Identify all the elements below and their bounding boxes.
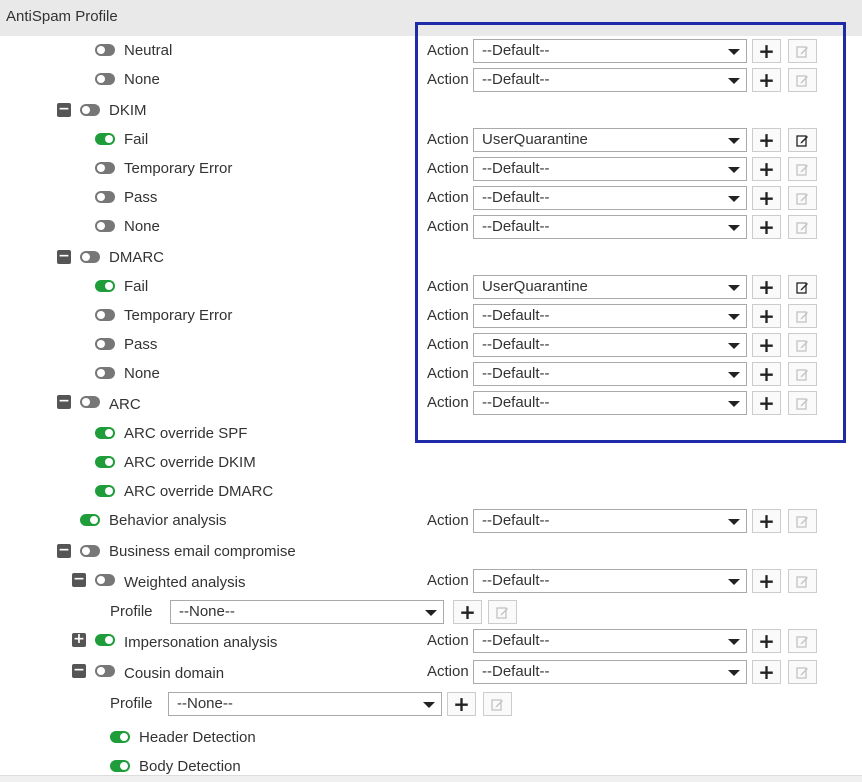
plus-icon: + [758, 391, 775, 415]
chevron-down-icon [728, 314, 740, 320]
action-label: Action [427, 71, 469, 88]
chevron-down-icon [728, 78, 740, 84]
profile-label: Profile [110, 695, 153, 712]
select-value: UserQuarantine [482, 131, 588, 148]
add-button[interactable] [752, 391, 781, 415]
row-cousin-profile [0, 694, 862, 718]
chevron-down-icon [425, 610, 437, 616]
select-value: --Default-- [482, 394, 550, 411]
row-cousin [0, 662, 862, 686]
plus-icon: + [758, 157, 775, 181]
select-value: --None-- [177, 695, 233, 712]
temporary-error-toggle[interactable] [95, 309, 115, 321]
dkim-toggle[interactable] [80, 104, 100, 116]
none-label: None [124, 365, 160, 382]
add-button[interactable] [752, 39, 781, 63]
temporary-error-label: Temporary Error [124, 307, 233, 324]
action-label: Action [427, 394, 469, 411]
action-label: Action [427, 512, 469, 529]
add-button[interactable] [752, 186, 781, 210]
action-label: Action [427, 42, 469, 59]
fail-label: Fail [124, 131, 149, 148]
action-label: Action [427, 572, 469, 589]
edit-button[interactable] [788, 68, 817, 92]
action-label: Action [427, 218, 469, 235]
temporary-error-label: Temporary Error [124, 160, 233, 177]
bec-toggle[interactable] [80, 545, 100, 557]
plus-icon: + [758, 509, 775, 533]
select-value: --Default-- [482, 189, 550, 206]
row-dkim-none [0, 217, 862, 241]
behavior-analysis-toggle[interactable] [80, 514, 100, 526]
edit-button[interactable] [788, 157, 817, 181]
chevron-down-icon [423, 702, 435, 708]
select-value: UserQuarantine [482, 278, 588, 295]
edit-button[interactable] [788, 215, 817, 239]
header-detection-label: Header Detection [139, 729, 256, 746]
action-label: Action [427, 307, 469, 324]
row-dkim [0, 101, 862, 125]
fail-label: Fail [124, 278, 149, 295]
edit-button[interactable] [788, 275, 817, 299]
plus-icon: + [758, 629, 775, 653]
fail-toggle[interactable] [95, 133, 115, 145]
neutral-toggle[interactable] [95, 44, 115, 56]
header-detection-toggle[interactable] [110, 731, 130, 743]
behavior-action-select[interactable] [473, 509, 747, 533]
row-arc-spf [0, 424, 862, 448]
row-bec [0, 542, 862, 566]
add-button[interactable] [453, 600, 482, 624]
add-button[interactable] [752, 569, 781, 593]
collapse-icon[interactable]: − [58, 393, 70, 409]
chevron-down-icon [728, 167, 740, 173]
plus-icon: + [758, 275, 775, 299]
dkim-label: DKIM [109, 102, 147, 119]
edit-icon [796, 635, 809, 648]
arc-override-dkim-label: ARC override DKIM [124, 454, 256, 471]
edit-button[interactable] [788, 304, 817, 328]
add-button[interactable] [752, 275, 781, 299]
expand-icon[interactable]: + [73, 631, 85, 647]
pass-action-select[interactable] [473, 333, 747, 357]
none-toggle[interactable] [95, 73, 115, 85]
plus-icon: + [758, 128, 775, 152]
profile-label: Profile [110, 603, 153, 620]
edit-button[interactable] [788, 333, 817, 357]
none-label: None [124, 71, 160, 88]
add-button[interactable] [752, 333, 781, 357]
row-dmarc [0, 248, 862, 272]
plus-icon: + [758, 569, 775, 593]
row-weighted [0, 571, 862, 595]
panel-title: AntiSpam Profile [6, 8, 118, 25]
edit-icon [796, 281, 809, 294]
edit-icon [796, 134, 809, 147]
action-label: Action [427, 365, 469, 382]
pass-toggle[interactable] [95, 338, 115, 350]
cousin-profile-select[interactable] [168, 692, 442, 716]
chevron-down-icon [728, 639, 740, 645]
weighted-analysis-toggle[interactable] [95, 574, 115, 586]
arc-toggle[interactable] [80, 396, 100, 408]
bec-label: Business email compromise [109, 543, 296, 560]
edit-icon [796, 368, 809, 381]
none-toggle[interactable] [95, 367, 115, 379]
collapse-icon[interactable]: − [58, 542, 70, 558]
pass-label: Pass [124, 336, 158, 353]
arc-override-spf-label: ARC override SPF [124, 425, 248, 442]
chevron-down-icon [728, 285, 740, 291]
arc-override-dkim-toggle[interactable] [95, 456, 115, 468]
fail-action-select[interactable] [473, 128, 747, 152]
collapse-icon[interactable]: − [58, 101, 70, 117]
action-label: Action [427, 278, 469, 295]
arc-action-select[interactable] [473, 391, 747, 415]
arc-override-dmarc-label: ARC override DMARC [124, 483, 274, 500]
temporary-error-toggle[interactable] [95, 162, 115, 174]
row-dmarc-fail [0, 277, 862, 301]
row-spf-none [0, 70, 862, 94]
chevron-down-icon [728, 343, 740, 349]
edit-button[interactable] [788, 39, 817, 63]
impersonation-analysis-label: Impersonation analysis [124, 634, 278, 651]
temporary-error-action-select[interactable] [473, 304, 747, 328]
none-toggle[interactable] [95, 220, 115, 232]
edit-button[interactable] [788, 128, 817, 152]
chevron-down-icon [728, 49, 740, 55]
row-dmarc-none [0, 364, 862, 388]
add-button[interactable] [752, 68, 781, 92]
plus-icon: + [758, 304, 775, 328]
chevron-down-icon [728, 670, 740, 676]
pass-label: Pass [124, 189, 158, 206]
row-dmarc-temp [0, 306, 862, 330]
plus-icon: + [758, 215, 775, 239]
add-button[interactable] [752, 362, 781, 386]
neutral-label: Neutral [124, 42, 173, 59]
row-dmarc-pass [0, 335, 862, 359]
plus-icon: + [758, 186, 775, 210]
chevron-down-icon [728, 401, 740, 407]
edit-icon [796, 666, 809, 679]
action-label: Action [427, 336, 469, 353]
plus-icon: + [758, 660, 775, 684]
arc-override-dmarc-toggle[interactable] [95, 485, 115, 497]
row-dkim-pass [0, 188, 862, 212]
select-value: --Default-- [482, 218, 550, 235]
weighted-action-select[interactable] [473, 569, 747, 593]
plus-icon: + [459, 600, 476, 624]
plus-icon: + [758, 333, 775, 357]
collapse-icon[interactable]: − [73, 662, 85, 678]
edit-icon [796, 163, 809, 176]
add-button[interactable] [752, 509, 781, 533]
edit-icon [796, 397, 809, 410]
edit-icon [496, 606, 509, 619]
chevron-down-icon [728, 519, 740, 525]
edit-button[interactable] [788, 186, 817, 210]
fail-toggle[interactable] [95, 280, 115, 292]
chevron-down-icon [728, 225, 740, 231]
edit-button[interactable] [483, 692, 512, 716]
none-action-select[interactable] [473, 215, 747, 239]
neutral-action-select[interactable] [473, 39, 747, 63]
pass-action-select[interactable] [473, 186, 747, 210]
action-label: Action [427, 131, 469, 148]
select-value: --Default-- [482, 365, 550, 382]
edit-button[interactable] [788, 362, 817, 386]
select-value: --Default-- [482, 71, 550, 88]
add-button[interactable] [752, 215, 781, 239]
dmarc-label: DMARC [109, 249, 164, 266]
select-value: --Default-- [482, 663, 550, 680]
row-header-detection [0, 728, 862, 752]
add-button[interactable] [752, 157, 781, 181]
add-button[interactable] [752, 304, 781, 328]
plus-icon: + [453, 692, 470, 716]
arc-label: ARC [109, 396, 141, 413]
none-action-select[interactable] [473, 362, 747, 386]
edit-icon [491, 698, 504, 711]
body-detection-label: Body Detection [139, 758, 241, 775]
row-spf-neutral [0, 41, 862, 65]
row-dkim-temp [0, 159, 862, 183]
edit-button[interactable] [788, 569, 817, 593]
edit-icon [796, 310, 809, 323]
none-action-select[interactable] [473, 68, 747, 92]
pass-toggle[interactable] [95, 191, 115, 203]
collapse-icon[interactable]: − [73, 571, 85, 587]
add-button[interactable] [447, 692, 476, 716]
row-arc-dmarc [0, 482, 862, 506]
plus-icon: + [758, 68, 775, 92]
impersonation-analysis-toggle[interactable] [95, 634, 115, 646]
select-value: --Default-- [482, 42, 550, 59]
weighted-analysis-label: Weighted analysis [124, 574, 246, 591]
select-value: --Default-- [482, 160, 550, 177]
plus-icon: + [758, 362, 775, 386]
edit-button[interactable] [788, 509, 817, 533]
cousin-action-select[interactable] [473, 660, 747, 684]
row-arc [0, 393, 862, 417]
add-button[interactable] [752, 629, 781, 653]
edit-icon [796, 221, 809, 234]
fail-action-select[interactable] [473, 275, 747, 299]
action-label: Action [427, 160, 469, 177]
add-button[interactable] [752, 128, 781, 152]
row-impersonation [0, 631, 862, 655]
cousin-domain-label: Cousin domain [124, 665, 225, 682]
cousin-domain-toggle[interactable] [95, 665, 115, 677]
chevron-down-icon [728, 196, 740, 202]
select-value: --Default-- [482, 307, 550, 324]
row-behavior [0, 511, 862, 535]
edit-icon [796, 45, 809, 58]
row-weighted-profile [0, 602, 862, 626]
select-value: --Default-- [482, 632, 550, 649]
edit-icon [796, 192, 809, 205]
arc-override-spf-toggle[interactable] [95, 427, 115, 439]
edit-button[interactable] [788, 391, 817, 415]
edit-button[interactable] [788, 660, 817, 684]
edit-icon [796, 74, 809, 87]
dmarc-toggle[interactable] [80, 251, 100, 263]
behavior-analysis-label: Behavior analysis [109, 512, 227, 529]
row-dkim-fail [0, 130, 862, 154]
action-label: Action [427, 189, 469, 206]
edit-button[interactable] [788, 629, 817, 653]
edit-icon [796, 515, 809, 528]
impersonation-action-select[interactable] [473, 629, 747, 653]
edit-icon [796, 339, 809, 352]
chevron-down-icon [728, 372, 740, 378]
chevron-down-icon [728, 138, 740, 144]
plus-icon: + [758, 39, 775, 63]
body-detection-toggle[interactable] [110, 760, 130, 772]
select-value: --Default-- [482, 572, 550, 589]
temporary-error-action-select[interactable] [473, 157, 747, 181]
edit-button[interactable] [488, 600, 517, 624]
select-value: --Default-- [482, 336, 550, 353]
select-value: --None-- [179, 603, 235, 620]
weighted-profile-select[interactable] [170, 600, 444, 624]
none-label: None [124, 218, 160, 235]
row-arc-dkim [0, 453, 862, 477]
action-label: Action [427, 663, 469, 680]
action-label: Action [427, 632, 469, 649]
select-value: --Default-- [482, 512, 550, 529]
edit-icon [796, 575, 809, 588]
add-button[interactable] [752, 660, 781, 684]
collapse-icon[interactable]: − [58, 248, 70, 264]
chevron-down-icon [728, 579, 740, 585]
